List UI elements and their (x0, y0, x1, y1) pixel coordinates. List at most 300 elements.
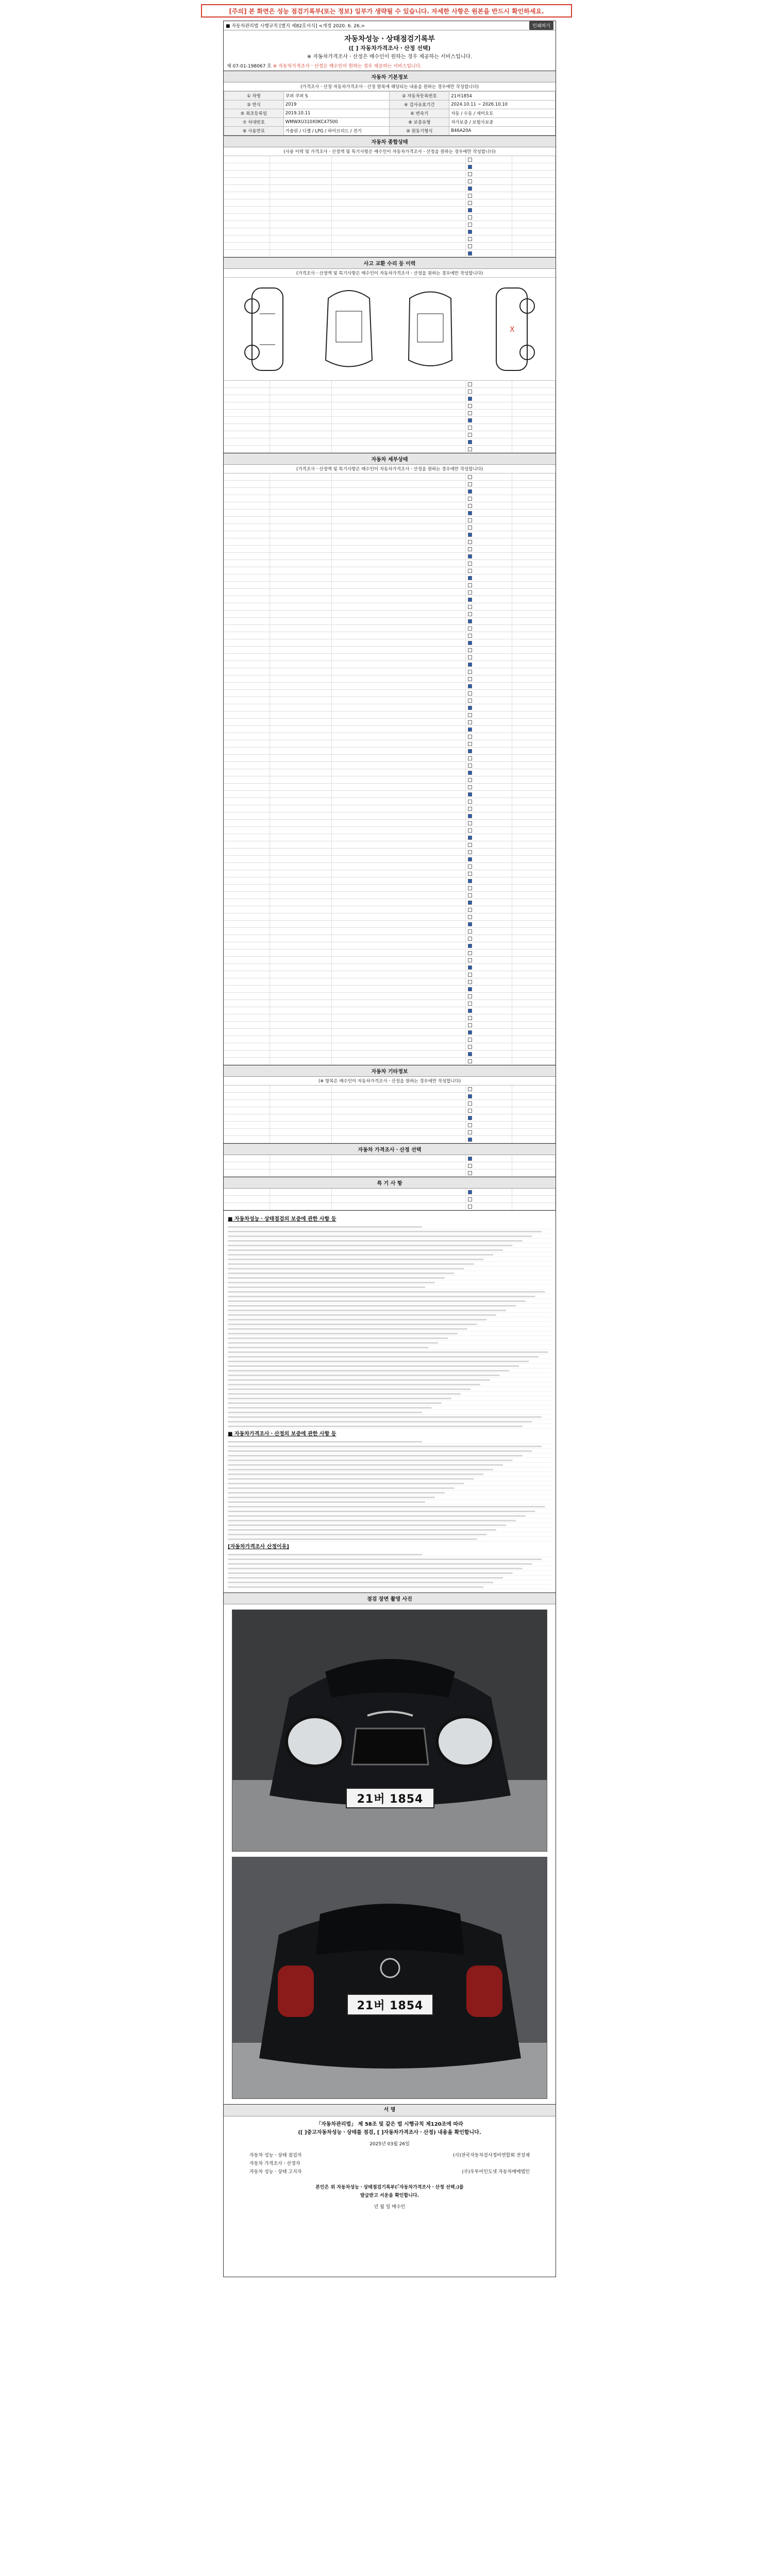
check-box[interactable] (468, 612, 472, 616)
form-cell[interactable] (466, 877, 512, 884)
form-cell[interactable] (466, 639, 512, 646)
form-cell (270, 618, 332, 624)
check-box[interactable] (468, 1197, 472, 1201)
form-cell (512, 711, 556, 718)
form-cell[interactable] (466, 834, 512, 841)
check-box[interactable] (468, 994, 472, 998)
check-box[interactable] (468, 194, 472, 198)
form-cell[interactable] (466, 776, 512, 783)
form-cell[interactable] (466, 553, 512, 560)
form-cell[interactable] (466, 661, 512, 668)
check-box[interactable] (468, 1059, 472, 1063)
form-cell[interactable] (466, 1036, 512, 1043)
check-box[interactable] (468, 749, 472, 753)
form-cell[interactable] (466, 820, 512, 826)
check-box[interactable] (468, 655, 472, 659)
form-cell[interactable] (466, 1189, 512, 1195)
form-cell[interactable] (466, 388, 512, 395)
form-cell[interactable] (466, 625, 512, 632)
check-box[interactable] (468, 187, 472, 191)
check-box[interactable] (468, 504, 472, 508)
check-box[interactable] (468, 1030, 472, 1035)
check-box[interactable] (468, 929, 472, 934)
form-cell (270, 1136, 332, 1143)
form-cell (270, 1029, 332, 1036)
check-box[interactable] (468, 497, 472, 501)
form-cell[interactable] (466, 950, 512, 956)
check-box[interactable] (468, 583, 472, 587)
form-cell[interactable] (466, 589, 512, 596)
form-cell[interactable] (466, 221, 512, 228)
form-cell[interactable] (466, 675, 512, 682)
form-cell (270, 1196, 332, 1202)
basic-info-label: ⑨ 사용연료 (224, 127, 284, 135)
check-box[interactable] (468, 511, 472, 515)
check-box[interactable] (468, 821, 472, 825)
check-box[interactable] (468, 447, 472, 451)
check-box[interactable] (468, 179, 472, 183)
form-cell (332, 654, 466, 660)
form-cell[interactable] (466, 935, 512, 942)
photos-heading: 점검 장면 촬영 사진 (224, 1592, 556, 1604)
check-box[interactable] (468, 1023, 472, 1027)
check-box[interactable] (468, 1045, 472, 1049)
form-cell[interactable] (466, 726, 512, 733)
check-box[interactable] (468, 440, 472, 444)
check-box[interactable] (468, 208, 472, 212)
check-box[interactable] (468, 915, 472, 919)
form-cell[interactable] (466, 1100, 512, 1107)
check-box[interactable] (468, 554, 472, 558)
check-box[interactable] (468, 540, 472, 544)
check-box[interactable] (468, 937, 472, 941)
form-cell[interactable] (466, 733, 512, 740)
form-cell (332, 942, 466, 949)
form-cell[interactable] (466, 986, 512, 992)
check-box[interactable] (468, 1130, 472, 1134)
form-cell[interactable] (466, 596, 512, 603)
check-box[interactable] (468, 951, 472, 955)
form-cell[interactable] (466, 510, 512, 516)
form-cell[interactable] (466, 1162, 512, 1169)
form-cell[interactable] (466, 647, 512, 653)
form-cell[interactable] (466, 827, 512, 834)
check-box[interactable] (468, 223, 472, 227)
check-box[interactable] (468, 433, 472, 437)
check-box[interactable] (468, 663, 472, 667)
form-cell[interactable] (466, 560, 512, 567)
check-box[interactable] (468, 547, 472, 551)
text-line (228, 1405, 551, 1410)
form-cell[interactable] (466, 899, 512, 906)
check-box[interactable] (468, 230, 472, 234)
form-cell[interactable] (466, 250, 512, 257)
form-cell (512, 647, 556, 653)
form-cell[interactable] (466, 668, 512, 675)
check-box[interactable] (468, 677, 472, 681)
check-box[interactable] (468, 1123, 472, 1127)
print-button[interactable]: 인쇄하기 (529, 21, 553, 30)
text-line (228, 1537, 551, 1541)
form-cell[interactable] (466, 784, 512, 790)
check-box[interactable] (468, 404, 472, 408)
form-cell[interactable] (466, 812, 512, 819)
check-box[interactable] (468, 201, 472, 205)
form-cell[interactable] (466, 410, 512, 416)
check-box[interactable] (468, 684, 472, 688)
form-cell[interactable] (466, 163, 512, 170)
form-cell[interactable] (466, 235, 512, 242)
check-box[interactable] (468, 792, 472, 796)
check-box[interactable] (468, 670, 472, 674)
form-cell (332, 538, 466, 545)
form-cell (512, 243, 556, 249)
basic-info-note: (가격조사ㆍ산정 자동차가격조사ㆍ산정 항목에 해당되는 내용을 원하는 경우에만 작성합니다) (224, 82, 556, 91)
check-box[interactable] (468, 850, 472, 854)
form-cell[interactable] (466, 178, 512, 184)
check-box[interactable] (468, 735, 472, 739)
check-box[interactable] (468, 1094, 472, 1098)
form-cell[interactable] (466, 841, 512, 848)
form-cell[interactable] (466, 921, 512, 927)
form-cell[interactable] (466, 683, 512, 689)
check-box[interactable] (468, 893, 472, 897)
form-cell[interactable] (466, 906, 512, 913)
check-box[interactable] (468, 973, 472, 977)
form-cell (512, 719, 556, 725)
form-cell[interactable] (466, 574, 512, 581)
form-cell[interactable] (466, 1170, 512, 1176)
form-cell[interactable] (466, 431, 512, 438)
form-cell (512, 502, 556, 509)
form-cell[interactable] (466, 762, 512, 769)
check-box[interactable] (468, 418, 472, 422)
form-cell[interactable] (466, 424, 512, 431)
form-cell[interactable] (466, 870, 512, 877)
form-cell[interactable] (466, 567, 512, 574)
form-cell[interactable] (466, 1107, 512, 1114)
check-box[interactable] (468, 872, 472, 876)
form-cell (224, 1114, 270, 1121)
inspector-row (229, 2151, 550, 2160)
form-cell[interactable] (466, 214, 512, 221)
check-box[interactable] (468, 980, 472, 984)
form-cell[interactable] (466, 618, 512, 624)
form-cell[interactable] (466, 1007, 512, 1014)
form-cell[interactable] (466, 711, 512, 718)
text-line (228, 1500, 551, 1504)
form-cell[interactable] (466, 1050, 512, 1057)
check-box[interactable] (468, 1138, 472, 1142)
form-cell[interactable] (466, 748, 512, 754)
check-box[interactable] (468, 411, 472, 415)
form-cell[interactable] (466, 805, 512, 812)
form-cell (332, 163, 466, 170)
check-box[interactable] (468, 619, 472, 623)
check-box[interactable] (468, 1157, 472, 1161)
form-cell (512, 221, 556, 228)
check-box[interactable] (468, 482, 472, 486)
check-box[interactable] (468, 569, 472, 573)
check-box[interactable] (468, 699, 472, 703)
form-cell (512, 199, 556, 206)
check-box[interactable] (468, 641, 472, 645)
check-box[interactable] (468, 237, 472, 241)
form-cell (332, 993, 466, 999)
check-box[interactable] (468, 756, 472, 760)
form-cell[interactable] (466, 942, 512, 949)
check-box[interactable] (468, 865, 472, 869)
check-box[interactable] (468, 922, 472, 926)
form-cell[interactable] (466, 978, 512, 985)
form-cell[interactable] (466, 1014, 512, 1021)
form-cell[interactable] (466, 546, 512, 552)
form-cell[interactable] (466, 417, 512, 423)
form-cell[interactable] (466, 1043, 512, 1050)
form-cell[interactable] (466, 1000, 512, 1007)
check-box[interactable] (468, 1038, 472, 1042)
check-box[interactable] (468, 987, 472, 991)
form-cell[interactable] (466, 243, 512, 249)
form-cell (512, 704, 556, 711)
form-cell[interactable] (466, 1136, 512, 1143)
form-cell[interactable] (466, 207, 512, 213)
form-cell[interactable] (466, 971, 512, 978)
form-cell[interactable] (466, 531, 512, 538)
check-box[interactable] (468, 251, 472, 256)
form-cell[interactable] (466, 1203, 512, 1210)
form-cell[interactable] (466, 1129, 512, 1136)
form-cell[interactable] (466, 964, 512, 971)
form-cell (224, 978, 270, 985)
check-box[interactable] (468, 1109, 472, 1113)
form-cell (270, 235, 332, 242)
form-reference: ■ 자동차관리법 시행규칙 [별지 제82호서식] <개정 2020. 6. 26.> (226, 24, 365, 29)
check-box[interactable] (468, 489, 472, 494)
check-box[interactable] (468, 742, 472, 746)
form-cell[interactable] (466, 381, 512, 387)
form-cell[interactable] (466, 395, 512, 402)
form-cell[interactable] (466, 690, 512, 697)
form-cell (512, 538, 556, 545)
check-box[interactable] (468, 713, 472, 717)
check-box[interactable] (468, 172, 472, 176)
check-box[interactable] (468, 908, 472, 912)
form-cell (332, 726, 466, 733)
check-box[interactable] (468, 526, 472, 530)
check-box[interactable] (468, 1116, 472, 1120)
check-box[interactable] (468, 605, 472, 609)
check-box[interactable] (468, 1002, 472, 1006)
form-cell (224, 1162, 270, 1169)
form-cell[interactable] (466, 228, 512, 235)
form-cell[interactable] (466, 1122, 512, 1128)
check-box[interactable] (468, 691, 472, 696)
form-cell[interactable] (466, 156, 512, 163)
check-box[interactable] (468, 158, 472, 162)
check-box[interactable] (468, 965, 472, 970)
check-box[interactable] (468, 807, 472, 811)
form-cell[interactable] (466, 769, 512, 776)
form-cell[interactable] (466, 632, 512, 639)
check-box[interactable] (468, 843, 472, 847)
check-box[interactable] (468, 764, 472, 768)
document-title: 자동차성능ㆍ상태점검기록부 (344, 35, 435, 43)
form-cell[interactable] (466, 719, 512, 725)
form-cell[interactable] (466, 993, 512, 999)
check-box[interactable] (468, 562, 472, 566)
form-cell[interactable] (466, 1022, 512, 1028)
form-cell[interactable] (466, 1114, 512, 1121)
check-box[interactable] (468, 576, 472, 580)
check-box[interactable] (468, 590, 472, 595)
check-box[interactable] (468, 901, 472, 905)
check-box[interactable] (468, 598, 472, 602)
text-line (228, 1523, 551, 1528)
form-cell[interactable] (466, 704, 512, 711)
check-box[interactable] (468, 958, 472, 962)
check-box[interactable] (468, 727, 472, 732)
form-cell[interactable] (466, 849, 512, 855)
check-box[interactable] (468, 1009, 472, 1013)
form-cell (270, 993, 332, 999)
form-row (224, 971, 556, 978)
form-cell[interactable] (466, 885, 512, 891)
form-row (224, 805, 556, 812)
text-line (228, 1373, 551, 1378)
check-box[interactable] (468, 785, 472, 789)
check-box[interactable] (468, 706, 472, 710)
form-cell (224, 1136, 270, 1143)
form-cell[interactable] (466, 863, 512, 870)
check-box[interactable] (468, 626, 472, 631)
car-top-front-diagram (313, 283, 385, 376)
form-cell[interactable] (466, 192, 512, 199)
form-cell[interactable] (466, 582, 512, 588)
form-cell[interactable] (466, 928, 512, 935)
form-cell[interactable] (466, 538, 512, 545)
form-cell (332, 964, 466, 971)
form-cell (270, 381, 332, 387)
form-cell[interactable] (466, 446, 512, 452)
check-box[interactable] (468, 648, 472, 652)
price-reason-text (228, 1552, 551, 1589)
form-cell[interactable] (466, 798, 512, 805)
form-cell[interactable] (466, 481, 512, 487)
form-cell[interactable] (466, 856, 512, 862)
check-box[interactable] (468, 389, 472, 394)
form-cell (224, 675, 270, 682)
check-box[interactable] (468, 879, 472, 883)
form-cell (270, 1014, 332, 1021)
form-cell (332, 913, 466, 920)
form-cell[interactable] (466, 1155, 512, 1162)
form-cell[interactable] (466, 913, 512, 920)
check-box[interactable] (468, 165, 472, 169)
check-box[interactable] (468, 944, 472, 948)
form-cell[interactable] (466, 402, 512, 409)
form-cell[interactable] (466, 892, 512, 899)
check-box[interactable] (468, 1052, 472, 1056)
check-box[interactable] (468, 800, 472, 804)
form-cell[interactable] (466, 524, 512, 531)
form-cell[interactable] (466, 755, 512, 761)
form-cell[interactable] (466, 740, 512, 747)
form-row (224, 228, 556, 235)
form-cell (224, 1203, 270, 1210)
check-box[interactable] (468, 857, 472, 861)
check-box[interactable] (468, 886, 472, 890)
form-cell[interactable] (466, 517, 512, 523)
check-box[interactable] (468, 771, 472, 775)
check-box[interactable] (468, 1164, 472, 1168)
check-box[interactable] (468, 382, 472, 386)
form-cell[interactable] (466, 1093, 512, 1099)
check-box[interactable] (468, 397, 472, 401)
form-cell[interactable] (466, 495, 512, 502)
form-cell[interactable] (466, 473, 512, 480)
form-cell (270, 791, 332, 798)
check-box[interactable] (468, 1101, 472, 1106)
form-row (224, 697, 556, 704)
check-box[interactable] (468, 518, 472, 522)
check-box[interactable] (468, 836, 472, 840)
check-box[interactable] (468, 1171, 472, 1175)
form-row (224, 913, 556, 921)
check-box[interactable] (468, 215, 472, 219)
form-cell (332, 776, 466, 783)
form-cell[interactable] (466, 502, 512, 509)
options-section (224, 1065, 556, 1143)
form-cell[interactable] (466, 791, 512, 798)
check-box[interactable] (468, 778, 472, 782)
check-box[interactable] (468, 1016, 472, 1020)
check-box[interactable] (468, 533, 472, 537)
check-box[interactable] (468, 814, 472, 818)
form-cell[interactable] (466, 199, 512, 206)
form-cell[interactable] (466, 603, 512, 610)
form-cell[interactable] (466, 1058, 512, 1064)
form-cell[interactable] (466, 1029, 512, 1036)
text-line (228, 1477, 551, 1481)
form-cell[interactable] (466, 1086, 512, 1092)
check-box[interactable] (468, 475, 472, 479)
form-cell (512, 1093, 556, 1099)
check-box[interactable] (468, 244, 472, 248)
form-cell (512, 899, 556, 906)
check-box[interactable] (468, 1205, 472, 1209)
form-cell[interactable] (466, 185, 512, 192)
check-box[interactable] (468, 1190, 472, 1194)
form-cell (224, 719, 270, 725)
form-cell[interactable] (466, 171, 512, 177)
form-cell[interactable] (466, 697, 512, 704)
check-box[interactable] (468, 720, 472, 724)
form-cell[interactable] (466, 1196, 512, 1202)
form-cell (224, 748, 270, 754)
form-cell[interactable] (466, 488, 512, 495)
form-cell[interactable] (466, 957, 512, 963)
form-cell[interactable] (466, 611, 512, 617)
basic-info-label: ⑧ 보증유형 (390, 118, 449, 127)
check-box[interactable] (468, 426, 472, 430)
check-box[interactable] (468, 1087, 472, 1091)
form-cell[interactable] (466, 438, 512, 445)
check-box[interactable] (468, 634, 472, 638)
check-box[interactable] (468, 828, 472, 833)
form-cell[interactable] (466, 654, 512, 660)
form-cell (270, 697, 332, 704)
